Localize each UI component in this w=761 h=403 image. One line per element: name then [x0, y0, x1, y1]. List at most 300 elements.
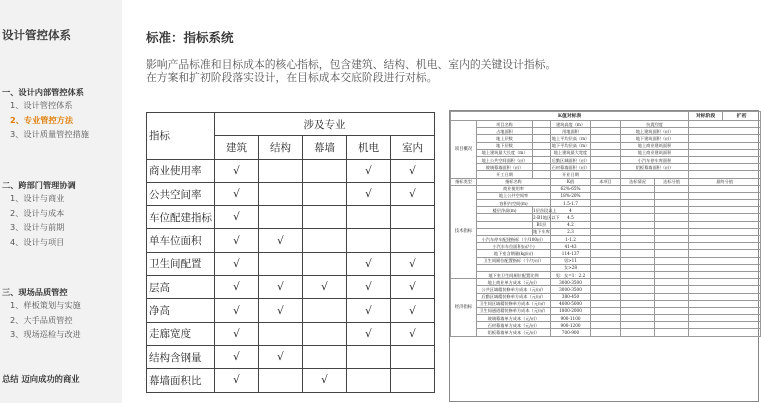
stage-label: 对标阶段: [689, 112, 723, 121]
index-discipline-table: [146, 112, 435, 393]
group-label: 技术指标: [451, 185, 477, 278]
table-cell: [533, 121, 551, 128]
table-cell: [591, 171, 621, 178]
table-row: [451, 243, 761, 250]
table-cell: [655, 236, 689, 243]
table-cell: 占地面积: [477, 128, 533, 135]
table-cell: [621, 236, 655, 243]
table-cell: [689, 149, 761, 156]
table-cell: 楼层净高(m): [477, 207, 533, 214]
table-cell: 男>11: [551, 257, 591, 264]
check-mark: √: [215, 369, 259, 392]
table-cell: [591, 257, 621, 264]
indicator-name: 卫生间配置: [147, 252, 215, 275]
sidebar-section-site-quality: [2, 286, 81, 342]
table-cell: [655, 214, 689, 221]
check-mark: √: [215, 229, 259, 252]
check-mark: √: [259, 229, 303, 252]
table-row: [147, 159, 435, 182]
table-row: [451, 164, 761, 171]
column-header: 最终分值: [689, 178, 761, 185]
check-mark: √: [347, 276, 391, 299]
table-row: [451, 322, 761, 329]
table-row: [147, 276, 435, 299]
discipline-cell: [259, 206, 303, 229]
table-row: [451, 264, 761, 271]
check-mark: √: [215, 345, 259, 368]
table-cell: 2-B1地区以下: [533, 215, 560, 221]
table-cell: [621, 300, 655, 307]
sidebar-item-design-early-stage[interactable]: 3、设计与前期: [10, 222, 65, 232]
table-cell: 地下室卫生间厕位配置比例: [477, 271, 551, 278]
table-row: [451, 221, 761, 228]
sidebar-item-control-system[interactable]: 1、设计管控体系: [10, 100, 73, 110]
table-row: [451, 300, 761, 307]
table-cell: 地上公共空间率: [477, 192, 551, 199]
discipline-cell: [347, 206, 391, 229]
table-row: [147, 229, 435, 252]
table-row: [451, 257, 761, 264]
table-row: [451, 200, 761, 207]
column-header: 达标情况: [621, 178, 655, 185]
table-cell: 地上建筑最大长度（m）: [477, 149, 533, 156]
discipline-cell: [259, 182, 303, 205]
check-mark: √: [391, 276, 435, 299]
table-row: [451, 149, 761, 156]
sidebar-item-design-project[interactable]: 4、设计与项目: [10, 236, 65, 247]
table-cell: [689, 214, 761, 221]
table-cell: 地上商业建筑面积: [621, 142, 689, 149]
table-cell: 380-450: [551, 293, 591, 300]
table-cell: [533, 156, 551, 163]
table-cell: [621, 279, 655, 286]
table-cell: [591, 236, 621, 243]
table-cell: 900-1100: [551, 315, 591, 322]
table-cell: [655, 243, 689, 250]
table-cell: 4.5: [551, 214, 591, 221]
table-cell: [621, 200, 655, 207]
table-cell: [533, 142, 551, 149]
table-cell: 小汽车停车库面积: [621, 156, 689, 163]
table-row: [451, 207, 761, 214]
sidebar-item-design-commerce[interactable]: 1、设计与商业: [10, 193, 65, 203]
discipline-cell: [259, 369, 303, 392]
table-cell: [591, 214, 621, 221]
table-cell: 开工日期: [477, 171, 533, 178]
table-cell: 地下车库: [533, 229, 550, 235]
check-mark: √: [347, 182, 391, 205]
table-cell: 地上公共空间面积（㎡）: [477, 156, 533, 163]
discipline-cell: [303, 206, 347, 229]
table-cell: 卫生间区域精装修单方成本（元/㎡）: [477, 300, 551, 307]
table-row: [451, 171, 761, 178]
table-cell: [477, 264, 551, 271]
table-cell: [655, 271, 689, 278]
table-row: [147, 299, 435, 322]
table-cell: 114-137: [551, 250, 591, 257]
column-header: K值: [551, 178, 591, 185]
table-cell: 700-900: [551, 329, 591, 336]
table-cell: [591, 149, 621, 156]
description-line: 影响产品标准和目标成本的核心指标，包含建筑、结构、机电、室内的关键设计指标。: [146, 58, 557, 71]
table-cell: 卫生间通道精装修单方成本（元/㎡）: [477, 307, 551, 314]
discipline-cell: [303, 252, 347, 275]
sidebar-section-internal: [2, 86, 89, 142]
table-cell: [533, 128, 551, 135]
table-cell: 3000-3500: [551, 279, 591, 286]
table-cell: [591, 264, 621, 271]
indicator-name: 商业使用率: [147, 159, 215, 182]
table-cell: 公共区域精装修单方成本（元/㎡）: [477, 286, 551, 293]
table-cell: [533, 135, 551, 142]
table-cell: 女>28: [551, 264, 591, 271]
table-row: [147, 252, 435, 275]
table-cell: [591, 293, 621, 300]
table-cell: [621, 250, 655, 257]
table-cell: 地下室含钢量(kg/㎡): [477, 250, 551, 257]
discipline-header: 室内: [391, 136, 435, 159]
discipline-cell: [391, 229, 435, 252]
group-label: 经济指标: [451, 279, 477, 337]
table-cell: [591, 286, 621, 293]
table-cell: [621, 214, 655, 221]
table-cell: [689, 250, 761, 257]
table-cell: [591, 156, 621, 163]
sidebar-item-quality-measures[interactable]: 3、设计质量管控措施: [10, 129, 89, 139]
table-cell: 容积内空间(m): [477, 200, 551, 207]
k-table-title: K值对标表: [451, 112, 689, 121]
table-row: [451, 286, 761, 293]
sidebar-item-quality-control[interactable]: 2、大手品质管控: [10, 314, 73, 325]
table-cell: [621, 228, 655, 235]
indicator-name: 单车位面积: [147, 229, 215, 252]
table-cell: 铝板幕墙单方成本（元/㎡）: [477, 329, 551, 336]
discipline-cell: [391, 206, 435, 229]
table-cell: [689, 156, 761, 163]
table-cell: [655, 221, 689, 228]
table-cell: [655, 228, 689, 235]
sidebar-title: 设计管控体系: [2, 28, 71, 42]
discipline-cell: [303, 182, 347, 205]
table-cell: 3000-3500: [551, 286, 591, 293]
table-row: [147, 369, 435, 392]
discipline-header: 机电: [347, 136, 391, 159]
table-row: [147, 345, 435, 368]
discipline-cell: [303, 345, 347, 368]
table-row: [451, 236, 761, 243]
table-cell: [591, 164, 621, 171]
discipline-header: 幕墙: [303, 136, 347, 159]
check-mark: √: [391, 299, 435, 322]
table-cell: [689, 322, 761, 329]
table-row: [451, 128, 761, 135]
table-cell: [689, 200, 761, 207]
discipline-cell: [347, 345, 391, 368]
table-cell: 2.3: [551, 228, 591, 235]
table-cell: [621, 322, 655, 329]
discipline-cell: [259, 252, 303, 275]
table-cell: [477, 228, 533, 235]
table-cell: [689, 185, 761, 192]
check-mark: √: [259, 299, 303, 322]
table-cell: [689, 135, 761, 142]
indicator-name: 走廊宽度: [147, 322, 215, 345]
indicator-name: 结构含钢量: [147, 345, 215, 368]
column-header: 指标名称: [477, 178, 551, 185]
table-cell: 18%-20%: [551, 192, 591, 199]
discipline-cell: [391, 369, 435, 392]
table-cell: [655, 250, 689, 257]
table-cell: [689, 128, 761, 135]
table-cell: [591, 315, 621, 322]
table-cell: [621, 329, 655, 336]
table-row: [451, 142, 761, 149]
discipline-header: 结构: [259, 136, 303, 159]
table-cell: [591, 307, 621, 314]
table-cell: 抗震烈度: [621, 121, 689, 128]
table-cell: 后勤区域面积（㎡）: [551, 157, 590, 163]
table-cell: 地上商业建筑面积: [621, 149, 689, 156]
table-cell: 4: [551, 207, 591, 214]
table-cell: [591, 243, 621, 250]
table-cell: 1800-2000: [551, 307, 591, 314]
table-cell: [621, 192, 655, 199]
table-cell: 男：女=1：2.2: [551, 271, 591, 278]
table-cell: B1层: [533, 221, 551, 228]
table-cell: 1-1.2: [551, 236, 591, 243]
table-row: [147, 182, 435, 205]
check-mark: √: [391, 182, 435, 205]
sidebar-item-site-inspection[interactable]: 3、现场巡检与改进: [10, 329, 81, 339]
indicator-name: 净高: [147, 299, 215, 322]
table-cell: [689, 171, 761, 178]
column-header: 指标类型: [451, 178, 477, 185]
table-cell: [655, 315, 689, 322]
table-cell: [591, 207, 621, 214]
table-cell: 小汽车车位面积(㎡/个): [477, 243, 551, 250]
table-row: [147, 322, 435, 345]
page-description: [146, 58, 556, 84]
table-row: [451, 293, 761, 300]
table-row: [451, 250, 761, 257]
table-cell: 商业使用率: [477, 185, 551, 192]
table-cell: 地下层数: [477, 142, 533, 149]
table-cell: [533, 149, 551, 156]
discipline-cell: [259, 322, 303, 345]
table-cell: [689, 307, 761, 314]
stage-value: 扩初: [723, 112, 761, 121]
table-cell: [621, 171, 689, 178]
table-cell: 地上平均层高（m）: [551, 135, 590, 141]
table-cell: [689, 286, 761, 293]
table-row: [451, 279, 761, 286]
table-cell: [689, 228, 761, 235]
table-cell: 地上层数: [477, 135, 533, 142]
table-cell: 用地面积: [551, 128, 591, 135]
table-cell: [533, 164, 551, 171]
sidebar-item-sample-planning[interactable]: 1、样板策划与实施: [10, 300, 81, 310]
table-cell: 62%-65%: [551, 185, 591, 192]
discipline-cell: [303, 299, 347, 322]
table-cell: 项目名称: [477, 121, 533, 128]
table-cell: 地上建筑最大宽度: [551, 149, 591, 156]
table-cell: 1.5-1.7: [551, 200, 591, 207]
table-cell: [591, 128, 621, 135]
table-row: [451, 178, 761, 185]
check-mark: √: [391, 252, 435, 275]
sidebar-section-cross-dept: [2, 179, 76, 249]
table-cell: [591, 228, 621, 235]
table-cell: [591, 300, 621, 307]
table-cell: [591, 200, 621, 207]
table-row: [451, 329, 761, 336]
table-cell: [591, 322, 621, 329]
check-mark: √: [259, 345, 303, 368]
table-cell: [591, 279, 621, 286]
table-cell: [655, 279, 689, 286]
discipline-cell: [347, 229, 391, 252]
table-cell: [655, 200, 689, 207]
table-cell: [655, 257, 689, 264]
page-title: 标准：指标系统: [146, 30, 234, 45]
sidebar-item-design-cost[interactable]: 2、设计与成本: [10, 207, 65, 218]
table-cell: 石材幕墙单方成本（元/㎡）: [477, 322, 551, 329]
table-cell: [621, 185, 655, 192]
table-cell: [655, 300, 689, 307]
table-cell: 4.2: [551, 221, 591, 228]
table-cell: [689, 315, 761, 322]
discipline-cell: [259, 159, 303, 182]
table-row: [451, 192, 761, 199]
table-cell: [689, 121, 761, 128]
table-cell: [621, 264, 655, 271]
table-cell: 玻璃幕墙面积（㎡）: [477, 164, 533, 171]
table-cell: 石材幕墙面积（㎡）: [551, 164, 590, 170]
k-value-benchmark-table-image: [449, 110, 759, 402]
table-cell: [689, 329, 761, 336]
k-value-table: [450, 111, 761, 337]
table-cell: 开业日期: [551, 171, 591, 178]
table-cell: 玻璃幕墙单方成本（元/㎡）: [477, 315, 551, 322]
check-mark: √: [347, 252, 391, 275]
table-cell: [689, 192, 761, 199]
table-row: [451, 307, 761, 314]
table-cell: [591, 142, 621, 149]
table-cell: [533, 171, 551, 178]
sidebar-summary[interactable]: 总结 迈向成功的商业: [2, 374, 80, 384]
table-cell: 41-43: [551, 243, 591, 250]
discipline-cell: [303, 159, 347, 182]
indicator-name: 车位配建指标: [147, 206, 215, 229]
check-mark: √: [215, 276, 259, 299]
table-cell: [689, 207, 761, 214]
table-cell: [621, 207, 655, 214]
table-cell: [477, 221, 533, 228]
check-mark: √: [215, 252, 259, 275]
table-cell: [689, 164, 761, 171]
table-cell: [591, 192, 621, 199]
discipline-cell: [303, 322, 347, 345]
table-cell: [591, 329, 621, 336]
table-cell: 铝板幕墙面积（㎡）: [621, 164, 689, 171]
table-cell: [591, 271, 621, 278]
table-cell: 900-1200: [551, 322, 591, 329]
table-cell: [655, 322, 689, 329]
sidebar-section-heading[interactable]: 二、跨部门管理协调: [2, 180, 76, 190]
table-cell: [591, 185, 621, 192]
table-cell: [655, 192, 689, 199]
table-cell: 地上建筑面积（㎡）: [621, 128, 689, 135]
table-cell: [689, 271, 761, 278]
table-row: [451, 156, 761, 163]
table-cell: [655, 329, 689, 336]
table-cell: 地下建筑面积（㎡）: [621, 135, 689, 142]
check-mark: √: [347, 159, 391, 182]
table-cell: [655, 264, 689, 271]
table-row: [451, 271, 761, 278]
indicator-name: 公共空间率: [147, 182, 215, 205]
table-cell: [591, 221, 621, 228]
indicator-name: 层高: [147, 276, 215, 299]
discipline-cell: [347, 369, 391, 392]
check-mark: √: [303, 276, 347, 299]
sidebar-item-discipline-control[interactable]: 2、专业管控方法: [10, 114, 74, 125]
table-cell: [591, 121, 621, 128]
discipline-cell: [391, 345, 435, 368]
table-cell: [655, 293, 689, 300]
table-row: [451, 228, 761, 235]
table-cell: [689, 264, 761, 271]
table-cell: [621, 271, 655, 278]
table-cell: 卫生间厕位配置指标（个/万㎡）: [477, 257, 551, 264]
sidebar-section-heading[interactable]: 一、设计内部管控体系: [2, 87, 84, 97]
table-cell: 地下平均层高（m）: [551, 143, 590, 149]
table-cell: 后勤区域精装修单方成本（元/㎡）: [477, 293, 551, 300]
table-row: [451, 185, 761, 192]
indicator-header: 指标: [147, 113, 215, 160]
table-cell: [621, 315, 655, 322]
table-cell: [621, 221, 655, 228]
check-mark: √: [391, 159, 435, 182]
column-header: 本项目: [591, 178, 621, 185]
table-cell: [621, 243, 655, 250]
indicator-name: 幕墙面积比: [147, 369, 215, 392]
group-label: 项目概况: [451, 121, 477, 179]
table-cell: [689, 142, 761, 149]
check-mark: √: [259, 276, 303, 299]
table-cell: 4000-5000: [551, 300, 591, 307]
table-cell: [621, 307, 655, 314]
check-mark: √: [347, 299, 391, 322]
table-cell: [477, 214, 533, 221]
table-row: [451, 121, 761, 128]
table-row: [451, 214, 761, 221]
check-mark: √: [215, 159, 259, 182]
table-cell: [689, 243, 761, 250]
table-cell: [655, 286, 689, 293]
table-cell: [689, 221, 761, 228]
table-cell: [591, 135, 621, 142]
table-cell: [689, 300, 761, 307]
sidebar-section-heading[interactable]: 三、现场品质管控: [2, 287, 68, 297]
table-cell: [689, 293, 761, 300]
table-row: [451, 112, 761, 121]
table-cell: [655, 185, 689, 192]
check-mark: √: [347, 322, 391, 345]
discipline-header: 建筑: [215, 136, 259, 159]
table-cell: 建筑高度（m）: [551, 121, 591, 128]
table-cell: 小汽车停车配建指标（个/100㎡）: [477, 236, 551, 243]
